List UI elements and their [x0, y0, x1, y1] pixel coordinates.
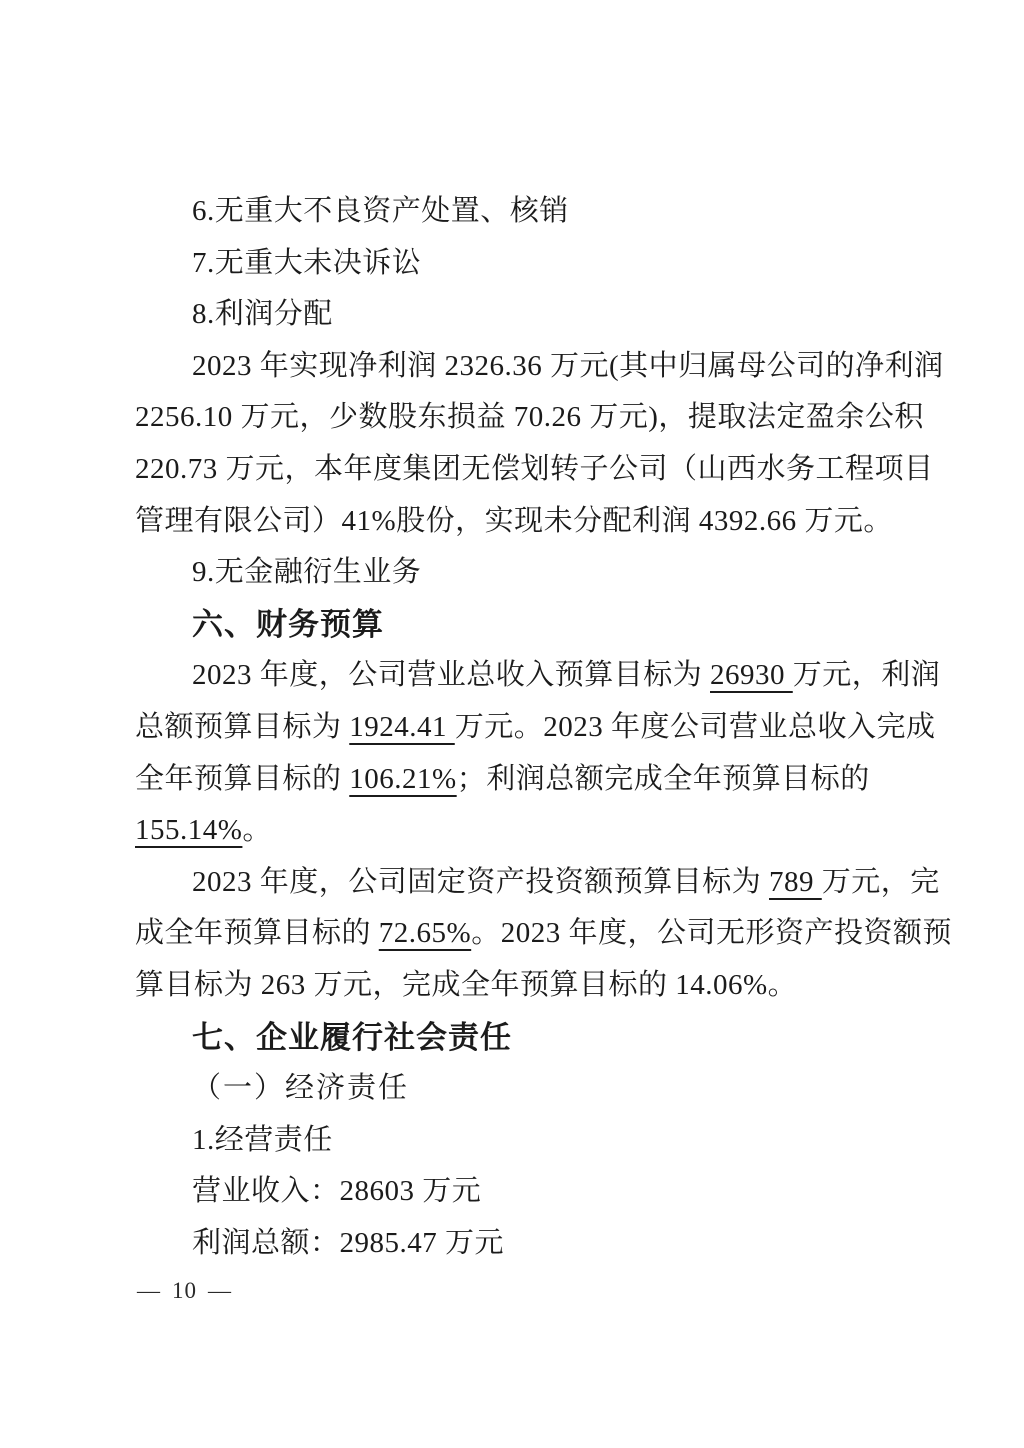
text-segment: 全年预算目标的 [135, 762, 350, 795]
text-line [135, 238, 910, 290]
text-segment: （一）经济责任 [192, 1072, 410, 1105]
text-segment: 总额预算目标为 [135, 710, 350, 743]
text-segment: 2023 年度，公司固定资产投资额预算目标为 [192, 865, 770, 898]
page-footer [137, 1278, 232, 1304]
text-segment: 七、企业履行社会责任 [192, 1019, 512, 1055]
text-segment: 9.无金融衍生业务 [192, 556, 422, 589]
underlined-value: 155.14% [135, 814, 243, 847]
text-segment: 万元，利润 [792, 659, 941, 692]
text-segment: 6.无重大不良资产处置、核销 [192, 195, 569, 227]
text-segment: 。 [242, 814, 272, 847]
text-segment: ；利润总额完成全年预算目标的 [456, 762, 870, 795]
text-segment: 2256.10 万元，少数股东损益 70.26 万元)，提取法定盈余公积 [135, 401, 924, 434]
text-line [135, 186, 910, 238]
text-segment: 成全年预算目标的 [135, 917, 379, 950]
text-segment: 万元。2023 年度公司营业总收入完成 [454, 710, 936, 743]
text-line [135, 341, 944, 393]
text-segment: 2023 年度，公司营业总收入预算目标为 [192, 659, 711, 692]
text-segment: 营业收入：28603 万元 [192, 1175, 482, 1208]
text-line [135, 496, 910, 548]
text-segment: 管理有限公司）41%股份，实现未分配利润 4392.66 万元。 [135, 504, 893, 537]
text-segment: 7.无重大未决诉讼 [192, 246, 422, 279]
text-segment: 8.利润分配 [192, 298, 333, 331]
text-segment: 2023 年实现净利润 2326.36 万元(其中归属母公司的净利润 [192, 349, 944, 382]
text-segment: 220.73 万元，本年度集团无偿划转子公司（山西水务工程项目 [135, 452, 934, 485]
text-line [135, 650, 941, 702]
text-line [135, 754, 910, 806]
text-line [135, 1166, 910, 1218]
section-heading [135, 599, 910, 651]
text-segment: 六、财务预算 [192, 606, 384, 642]
text-segment: 利润总额：2985.47 万元 [192, 1226, 505, 1259]
underlined-value: 789 [769, 865, 822, 898]
text-line [135, 392, 924, 444]
text-line [135, 805, 910, 857]
text-segment: 1.经营责任 [192, 1123, 333, 1156]
footer-dash-right: — [208, 1278, 232, 1303]
text-segment: 。2023 年度，公司无形资产投资额预 [471, 917, 952, 950]
footer-dash-left: — [137, 1278, 161, 1303]
text-line [135, 1218, 910, 1270]
text-line [135, 547, 910, 599]
text-line [135, 960, 910, 1012]
underlined-value: 1924.41 [349, 710, 455, 743]
text-line [135, 444, 934, 496]
text-line [135, 857, 940, 909]
sub-heading [135, 1063, 910, 1115]
text-segment: 万元，完 [821, 865, 940, 898]
section-heading [135, 1012, 910, 1064]
text-line [135, 908, 952, 960]
text-line [135, 1115, 910, 1167]
document-body [135, 186, 952, 1269]
text-segment: 算目标为 263 万元，完成全年预算目标的 14.06%。 [135, 968, 798, 1001]
underlined-value: 26930 [710, 659, 793, 692]
footer-page-number: 10 [172, 1278, 197, 1303]
underlined-value: 106.21% [349, 762, 457, 795]
text-line [135, 702, 936, 754]
text-line [135, 289, 910, 341]
underlined-value: 72.65% [378, 917, 472, 950]
